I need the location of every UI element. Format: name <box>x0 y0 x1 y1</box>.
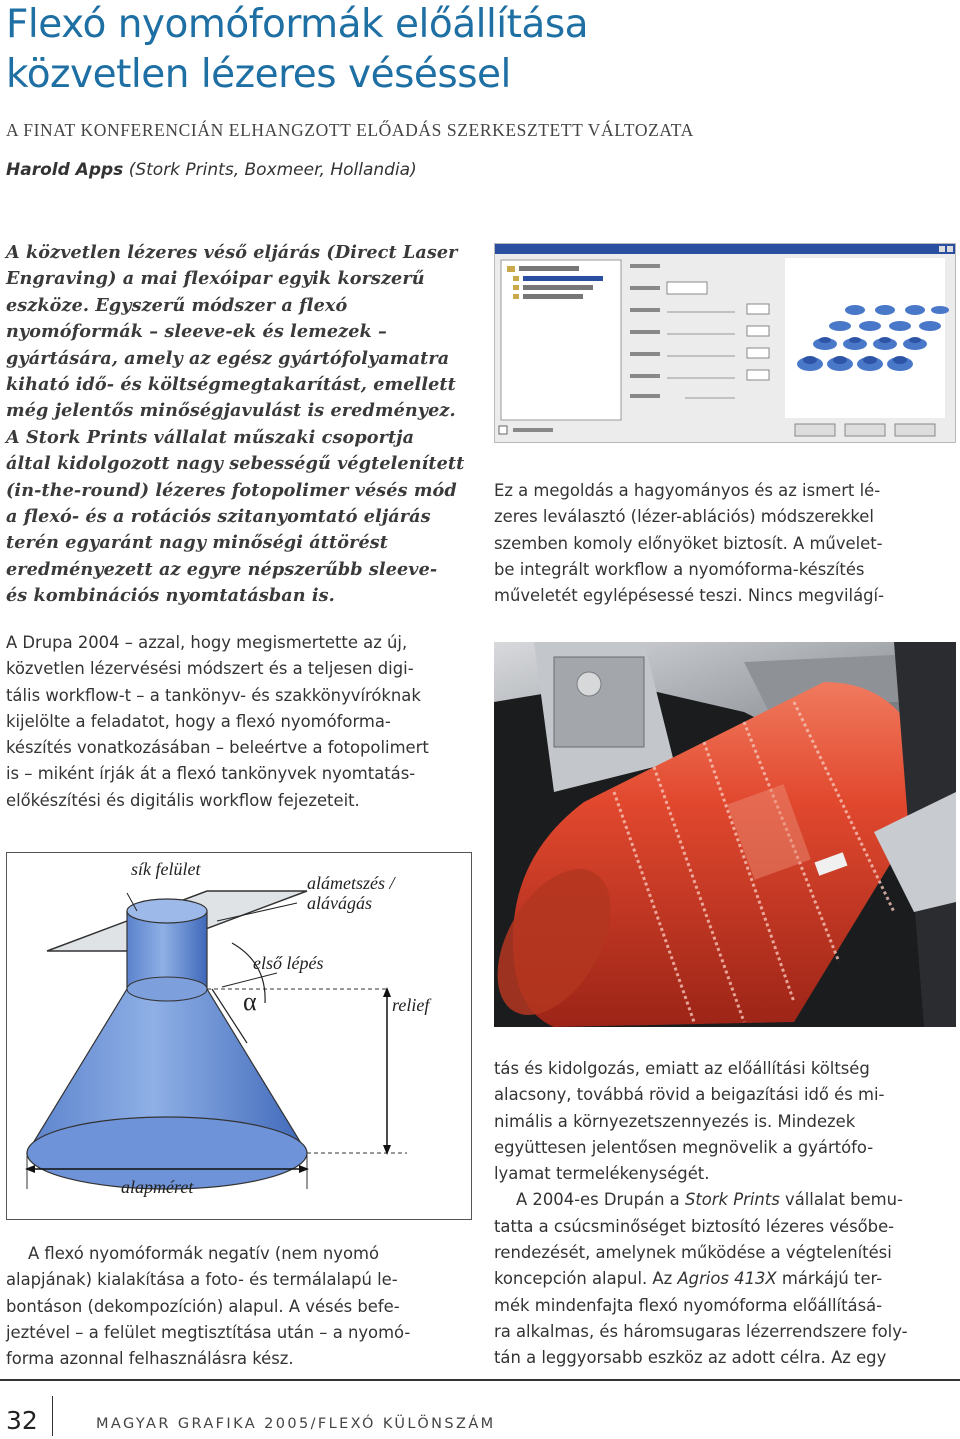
text-line <box>494 1266 956 1292</box>
text-line: tás és kidolgozás, emiatt az előállítási költség <box>494 1059 870 1078</box>
product-name: Agrios 413X <box>677 1269 777 1289</box>
text-line: zeres leválasztó (lézer-ablációs) módszerekkel <box>494 507 874 527</box>
text-line: rendezését, amelynek működése a végtelenítési <box>494 1243 892 1263</box>
engraving-machine-photo <box>494 642 956 1027</box>
label-alpha: α <box>243 987 257 1016</box>
company-name: Stork Prints <box>684 1190 780 1210</box>
cone-relief-diagram <box>6 852 472 1220</box>
text-line: jeztével – a felület megtisztítása után – a nyomó- <box>6 1322 411 1342</box>
column1-bottom-text <box>6 1241 464 1372</box>
text-line: Ez a megoldás a hagyományos és az ismert lé- <box>494 481 881 500</box>
text-line: lyamat termelékenységét. <box>494 1164 710 1184</box>
lead-line: Engraving) a mai flexóipar egyik korszerű <box>6 268 425 290</box>
label-first-step: első lépés <box>253 953 324 973</box>
footer-divider <box>52 1396 53 1436</box>
page-number: 32 <box>6 1406 38 1435</box>
footer-rule <box>0 1379 960 1381</box>
text-line: ra alkalmas, és háromsugaras lézerrendszere foly- <box>494 1321 908 1341</box>
lead-line: gyártására, amely az egész gyártófolyamatra <box>6 347 450 369</box>
text-run: koncepción alapul. Az <box>494 1269 678 1289</box>
label-relief: relief <box>392 995 430 1015</box>
lead-line: nyomóformák – sleeve-ek és lemezek – <box>6 321 387 343</box>
text-line: A flexó nyomóformák negatív (nem nyomó <box>28 1244 380 1263</box>
column1-top-text <box>6 630 464 814</box>
text-line: készítés vonatkozásában – beleértve a fotopolimert <box>6 738 429 758</box>
magazine-name: MAGYAR GRAFIKA 2005/FLEXÓ KÜLÖNSZÁM <box>96 1416 496 1432</box>
lead-line: terén egyaránt nagy minőségi áttörést <box>6 532 388 554</box>
text-line: műveletét egylépésessé teszi. Nincs megvilágí- <box>494 586 885 606</box>
lead-line: A közvetlen lézeres véső eljárás (Direct Laser <box>6 242 458 263</box>
lead-line: kiható idő- és költségmegtakarítást, emellett <box>6 374 456 396</box>
text-line: alapjának) kialakítása a foto- és termálalapú le- <box>6 1270 398 1290</box>
lead-line: (in-the-round) lézeres fotopolimer vésés mód <box>6 479 457 501</box>
text-line: be integrált workflow a nyomóforma-készítés <box>494 559 865 579</box>
lead-line: eredményezett az egyre népszerűbb sleeve- <box>6 558 438 580</box>
title-line-2: közvetlen lézeres véséssel <box>6 52 511 97</box>
lead-line: által kidolgozott nagy sebességű végtelenített <box>6 453 465 475</box>
software-screenshot <box>494 243 956 443</box>
checkbox-icon <box>499 426 507 434</box>
text-run: márkájú ter- <box>776 1269 883 1289</box>
byline <box>6 160 417 180</box>
text-run: A 2004-es Drupán a <box>516 1190 685 1210</box>
label-flat-surface: sík felület <box>131 859 201 879</box>
software-window-icon <box>495 244 955 442</box>
label-undercut-2: alávágás <box>307 893 372 913</box>
label-undercut-1: alámetszés / <box>307 873 395 893</box>
column2-bottom-text <box>494 1056 956 1372</box>
text-line: közvetlen lézervésési módszert és a teljesen digi- <box>6 659 414 679</box>
title-line-1: Flexó nyomóformák előállítása <box>6 2 589 47</box>
label-base-size: alapméret <box>121 1177 194 1197</box>
text-line: kijelölte a feladatot, hogy a flexó nyomóforma- <box>6 711 391 731</box>
lead-line: eszköze. Egyszerű módszer a flexó <box>6 294 348 316</box>
text-line: A Drupa 2004 – azzal, hogy megismertette az új, <box>6 633 408 652</box>
column2-top-text <box>494 478 956 609</box>
text-line: tális workflow-t – a tankönyv- és szakkönyvíróknak <box>6 685 421 705</box>
lead-line: A Stork Prints vállalat műszaki csoportja <box>6 426 415 448</box>
text-line <box>494 1187 956 1213</box>
lead-line: a flexó- és a rotációs szitanyomtató eljárás <box>6 506 431 528</box>
text-line: mék mindenfajta flexó nyomóforma előállításá- <box>494 1295 883 1315</box>
subtitle: A FINAT KONFERENCIÁN ELHANGZOTT ELŐADÁS SZERKESZTETT VÁLTOZATA <box>6 120 694 140</box>
author-name: Harold Apps <box>6 160 124 180</box>
text-line: tán a leggyorsabb eszköz az adott célra. Az egy <box>494 1348 887 1368</box>
text-run: vállalat bemu- <box>779 1190 903 1210</box>
text-line: is – miként írják át a flexó tankönyvek nyomtatás- <box>6 764 416 784</box>
text-line: szemben komoly előnyöket biztosít. A művelet- <box>494 533 883 553</box>
page-title <box>6 0 946 100</box>
text-line: forma azonnal felhasználásra kész. <box>6 1349 294 1369</box>
text-line: alacsony, továbbá rövid a beigazítási idő és mi- <box>494 1085 885 1105</box>
lead-line: és kombinációs nyomtatásban is. <box>6 585 335 607</box>
lead-line: még jelentős minőségjavulást is eredményez. <box>6 400 456 422</box>
text-line: bontáson (dekompozíción) alapul. A vésés befe- <box>6 1296 400 1316</box>
author-affiliation: (Stork Prints, Boxmeer, Hollandia) <box>128 160 417 180</box>
text-line: előkészítési és digitális workflow fejezeteit. <box>6 790 360 810</box>
text-line: együttesen jelentősen megnövelik a gyártófo- <box>494 1137 874 1157</box>
text-line: nimális a környezetszennyezés is. Mindezek <box>494 1111 856 1131</box>
text-line: tatta a csúcsminőséget biztosító lézeres vésőbe- <box>494 1216 895 1236</box>
lead-paragraph <box>6 240 474 610</box>
